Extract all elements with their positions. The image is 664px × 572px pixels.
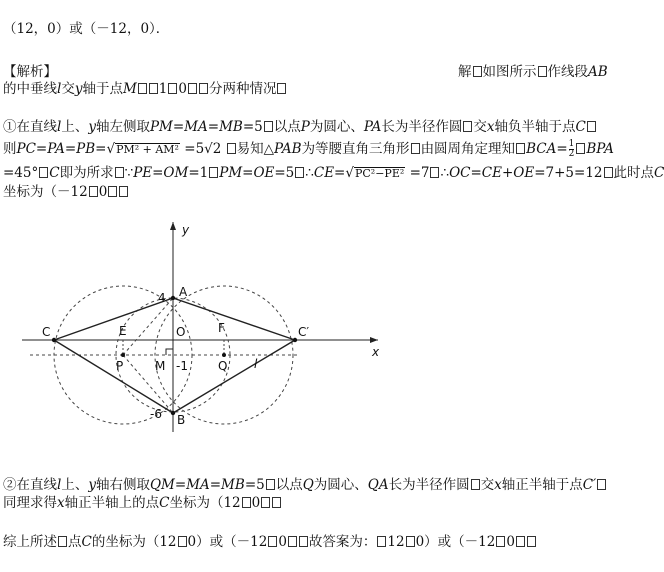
answer-line: （12，0）或（－12，0）．	[3, 21, 170, 37]
label-m: M	[155, 359, 166, 373]
case2-line-2: 同理求得x轴正半轴上的点C坐标为（12 0	[3, 494, 282, 512]
point-p	[121, 353, 125, 357]
point-b	[171, 411, 175, 415]
label-e: E	[119, 324, 127, 338]
label-m6: -6	[150, 407, 162, 421]
x-axis-arrow-icon	[370, 337, 378, 343]
point-c-prime	[293, 338, 297, 342]
label-b: B	[177, 413, 186, 427]
summary-line: 综上所述 点C的坐标为（12 0）或（－12 0 故答案为： 12 0）或（－12 0	[3, 533, 537, 551]
label-x: x	[372, 345, 380, 359]
point-q	[222, 353, 226, 357]
case2-line-1: ②在直线l上、y轴右侧取QM=MA=MB=5 以点Q为圆心、QA长为半径作圆 交x轴正半轴于点C′	[3, 476, 607, 494]
analysis-label: 【解析】	[3, 64, 57, 80]
intro-line-2: 的中垂线l交y轴于点M 1 0 分两种情况	[3, 80, 287, 98]
case1-line-3: =45° C即为所求 ∵PE=OM=1 PM=OE=5 ∴CE=√PC²−PE² =7 ∴OC=CE+OE=7+5=12 此时点C	[3, 165, 664, 181]
intro-right: 解 如图所示 作线段AB	[458, 64, 608, 80]
label-c: C	[42, 325, 51, 339]
label-o: O	[176, 325, 186, 339]
point-c	[52, 338, 56, 342]
label-q: Q	[218, 359, 228, 373]
case1-line-4: 坐标为（－12 0	[3, 183, 129, 201]
case1-line-1: ①在直线l上、y轴左侧取PM=MA=MB=5 以点P为圆心、PA长为半径作圆 交x轴负半轴于点C	[3, 118, 597, 136]
y-axis-arrow-icon	[170, 222, 176, 230]
point-a	[171, 296, 175, 300]
label-p: P	[116, 359, 124, 373]
label-c-prime: C′	[298, 325, 310, 339]
segment-pb	[123, 355, 173, 413]
case1-line-2: 则PC=PA=PB=√PM² + AM² =5√2 易知△PAB为等腰直角三角形 由圆周角定理知 BCA= $\frac{1}{2}$ BPA	[3, 139, 614, 159]
label-y: y	[182, 223, 190, 237]
label-a: A	[179, 285, 188, 299]
label-l: l	[254, 357, 258, 371]
label-f: F	[218, 321, 225, 335]
label-4: 4	[158, 291, 166, 305]
right-angle-mark	[166, 349, 173, 355]
label-m1: -1	[176, 359, 188, 373]
geometry-figure	[0, 210, 420, 435]
